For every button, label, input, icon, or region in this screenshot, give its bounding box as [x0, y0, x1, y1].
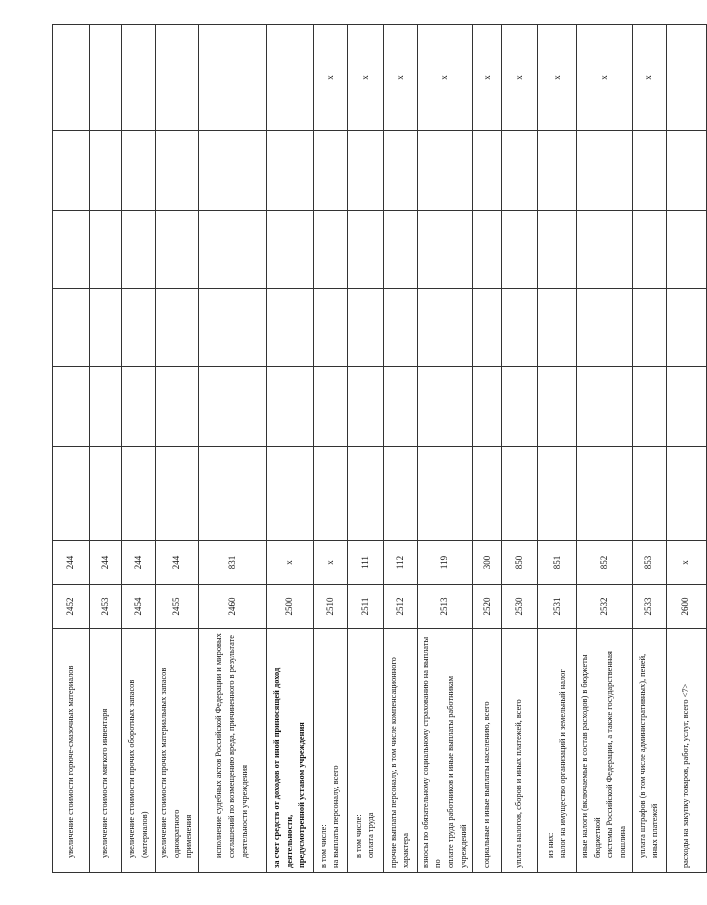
table-row [90, 25, 122, 873]
row-amount-cell [577, 447, 632, 541]
row-name-cell [156, 629, 199, 873]
row-mark-cell: x [383, 25, 417, 131]
row-amount-cell [53, 447, 90, 541]
row-kbk-cell: 119 [417, 541, 472, 585]
row-amount-cell [122, 289, 156, 367]
row-name-line: оплата труда [366, 812, 376, 858]
row-name-line: оплате труда работников и иные выплаты работникам учреждений [446, 675, 468, 868]
row-mark-cell [666, 25, 706, 131]
row-name-line: увеличение стоимости мягкого инвентаря [100, 708, 110, 858]
row-code-cell: 2460 [198, 585, 266, 629]
row-code-cell: 2531 [538, 585, 577, 629]
row-amount-cell [502, 211, 538, 289]
row-code-cell: 2520 [473, 585, 502, 629]
row-kbk-cell: 244 [122, 541, 156, 585]
table-body [53, 25, 707, 873]
table-row [156, 25, 199, 873]
row-amount-cell [383, 131, 417, 211]
row-kbk-cell: 244 [156, 541, 199, 585]
table-row [383, 25, 417, 873]
row-mark-cell [53, 25, 90, 131]
row-code-cell: 2532 [577, 585, 632, 629]
row-name-line: иные налоги (включаемые в состав расходов) в бюджеты бюджетной [580, 654, 602, 858]
row-amount-cell [666, 131, 706, 211]
row-mark-cell: x [347, 25, 383, 131]
row-name-line: соглашений по возмещению вреда, причиненного в результате [227, 635, 237, 858]
row-name-cell [383, 629, 417, 873]
row-amount-cell [577, 211, 632, 289]
row-amount-cell [347, 289, 383, 367]
row-name-line: налог на имущество организаций и земельный налог [558, 669, 568, 858]
row-name-line: взносы по обязательному социальному страхованию на выплаты по [420, 636, 443, 868]
row-amount-cell [266, 131, 313, 211]
row-amount-cell [417, 211, 472, 289]
row-amount-cell [417, 447, 472, 541]
row-amount-cell [347, 131, 383, 211]
row-mark-cell: x [313, 25, 347, 131]
row-amount-cell [198, 289, 266, 367]
row-mark-cell: x [577, 25, 632, 131]
row-kbk-cell: x [666, 541, 706, 585]
row-kbk-cell: 111 [347, 541, 383, 585]
row-name-cell [347, 629, 383, 873]
row-amount-cell [538, 289, 577, 367]
row-amount-cell [198, 131, 266, 211]
row-name-cell [122, 629, 156, 873]
row-code-cell: 2510 [313, 585, 347, 629]
row-name-line: деятельности учреждения [239, 765, 249, 858]
row-name-line: предусмотренной уставом учреждения [297, 722, 307, 868]
row-amount-cell [53, 289, 90, 367]
row-code-cell: 2452 [53, 585, 90, 629]
row-amount-cell [502, 131, 538, 211]
row-amount-cell [122, 447, 156, 541]
row-kbk-cell: 853 [632, 541, 666, 585]
row-code-cell: 2500 [266, 585, 313, 629]
row-amount-cell [90, 447, 122, 541]
row-code-cell: 2530 [502, 585, 538, 629]
row-amount-cell [156, 367, 199, 447]
row-kbk-cell: x [313, 541, 347, 585]
row-amount-cell [313, 447, 347, 541]
row-mark-cell [156, 25, 199, 131]
row-mark-cell: x [417, 25, 472, 131]
row-amount-cell [266, 367, 313, 447]
row-amount-cell [53, 131, 90, 211]
row-amount-cell [577, 289, 632, 367]
row-kbk-cell: 831 [198, 541, 266, 585]
row-name-cell [198, 629, 266, 873]
row-amount-cell [473, 367, 502, 447]
row-amount-cell [347, 211, 383, 289]
table-row [632, 25, 666, 873]
row-amount-cell [473, 289, 502, 367]
row-amount-cell [383, 211, 417, 289]
row-amount-cell [90, 367, 122, 447]
row-amount-cell [473, 131, 502, 211]
row-name-cell [577, 629, 632, 873]
row-amount-cell [198, 367, 266, 447]
row-amount-cell [666, 289, 706, 367]
row-amount-cell [347, 447, 383, 541]
row-name-cell [313, 629, 347, 873]
row-amount-cell [266, 289, 313, 367]
row-amount-cell [90, 289, 122, 367]
row-amount-cell [666, 211, 706, 289]
row-amount-cell [417, 131, 472, 211]
row-amount-cell [122, 211, 156, 289]
row-name-cell [502, 629, 538, 873]
row-amount-cell [122, 367, 156, 447]
row-amount-cell [502, 289, 538, 367]
row-name-line: уплата штрафов (в том числе административных), пеней, иных платежей [637, 653, 660, 858]
table-row [347, 25, 383, 873]
row-amount-cell [632, 289, 666, 367]
row-name-cell [266, 629, 313, 873]
row-name-line: в том числе: [353, 814, 363, 858]
row-name-line: в том числе: [318, 824, 328, 868]
row-code-cell: 2600 [666, 585, 706, 629]
row-amount-cell [538, 447, 577, 541]
row-name-line: увеличение стоимости горюче-смазочных материалов [65, 665, 75, 858]
row-amount-cell [156, 447, 199, 541]
row-name-line: из них: [545, 832, 555, 858]
row-code-cell: 2513 [417, 585, 472, 629]
row-mark-cell: x [473, 25, 502, 131]
row-name-line: за счет средств от доходов от иной приносящей доход деятельности, [271, 667, 294, 868]
table-row [417, 25, 472, 873]
row-name-cell [53, 629, 90, 873]
row-amount-cell [156, 211, 199, 289]
row-amount-cell [632, 447, 666, 541]
row-amount-cell [383, 289, 417, 367]
row-amount-cell [383, 367, 417, 447]
row-name-line: исполнение судебных актов Российской Федерации и мировых [214, 633, 224, 858]
row-kbk-cell: 851 [538, 541, 577, 585]
row-amount-cell [577, 367, 632, 447]
financial-plan-table [52, 24, 707, 873]
row-amount-cell [502, 367, 538, 447]
row-name-cell [473, 629, 502, 873]
row-amount-cell [266, 447, 313, 541]
row-kbk-cell: 300 [473, 541, 502, 585]
row-amount-cell [473, 211, 502, 289]
row-code-cell: 2455 [156, 585, 199, 629]
row-mark-cell [90, 25, 122, 131]
row-name-line: увеличение стоимости прочих материальных запасов однократного [159, 667, 181, 858]
row-amount-cell [632, 367, 666, 447]
row-amount-cell [538, 367, 577, 447]
row-kbk-cell: x [266, 541, 313, 585]
row-amount-cell [417, 367, 472, 447]
row-amount-cell [417, 289, 472, 367]
row-kbk-cell: 850 [502, 541, 538, 585]
table-row [666, 25, 706, 873]
row-code-cell: 2512 [383, 585, 417, 629]
table-row [313, 25, 347, 873]
row-amount-cell [156, 131, 199, 211]
row-name-line: прочие выплаты персоналу, в том числе компенсационного характера [388, 657, 411, 868]
row-mark-cell [122, 25, 156, 131]
row-amount-cell [90, 131, 122, 211]
row-amount-cell [666, 367, 706, 447]
row-mark-cell: x [632, 25, 666, 131]
row-name-cell [90, 629, 122, 873]
row-amount-cell [313, 211, 347, 289]
row-amount-cell [266, 211, 313, 289]
row-code-cell: 2533 [632, 585, 666, 629]
table-row [473, 25, 502, 873]
row-kbk-cell: 244 [90, 541, 122, 585]
row-amount-cell [632, 211, 666, 289]
row-amount-cell [53, 367, 90, 447]
row-name-line: увеличение стоимости прочих оборотных запасов (материалов) [126, 679, 149, 858]
row-amount-cell [53, 211, 90, 289]
row-kbk-cell: 244 [53, 541, 90, 585]
row-name-line: применения [184, 814, 194, 858]
row-code-cell: 2453 [90, 585, 122, 629]
row-kbk-cell: 112 [383, 541, 417, 585]
row-amount-cell [156, 289, 199, 367]
row-amount-cell [577, 131, 632, 211]
row-amount-cell [666, 447, 706, 541]
row-amount-cell [122, 131, 156, 211]
row-name-line: уплата налогов, сборов и иных платежей, всего [514, 699, 524, 868]
row-code-cell: 2454 [122, 585, 156, 629]
row-name-cell [632, 629, 666, 873]
table-row [198, 25, 266, 873]
rotated-content [52, 25, 691, 873]
table-row [538, 25, 577, 873]
row-code-cell: 2511 [347, 585, 383, 629]
row-name-cell [417, 629, 472, 873]
row-kbk-cell: 852 [577, 541, 632, 585]
row-name-cell [538, 629, 577, 873]
row-mark-cell [266, 25, 313, 131]
row-amount-cell [313, 367, 347, 447]
row-amount-cell [538, 131, 577, 211]
row-amount-cell [473, 447, 502, 541]
row-mark-cell [198, 25, 266, 131]
row-amount-cell [313, 289, 347, 367]
row-amount-cell [198, 211, 266, 289]
table-row [266, 25, 313, 873]
table-row [502, 25, 538, 873]
row-amount-cell [632, 131, 666, 211]
row-amount-cell [502, 447, 538, 541]
row-name-line: расходы на закупку товаров, работ, услуг, всего <7> [680, 683, 690, 868]
row-name-line: системы Российской Федерации, а также государственная пошлина [605, 651, 628, 858]
row-amount-cell [90, 211, 122, 289]
row-name-line: социальные и иные выплаты населению, всего [481, 701, 491, 868]
table-row [577, 25, 632, 873]
table-row [53, 25, 90, 873]
row-amount-cell [383, 447, 417, 541]
row-amount-cell [347, 367, 383, 447]
row-mark-cell: x [502, 25, 538, 131]
row-amount-cell [538, 211, 577, 289]
row-name-line: на выплаты персоналу, всего [331, 765, 341, 868]
table-row [122, 25, 156, 873]
row-amount-cell [313, 131, 347, 211]
row-name-cell [666, 629, 706, 873]
row-amount-cell [198, 447, 266, 541]
row-mark-cell: x [538, 25, 577, 131]
